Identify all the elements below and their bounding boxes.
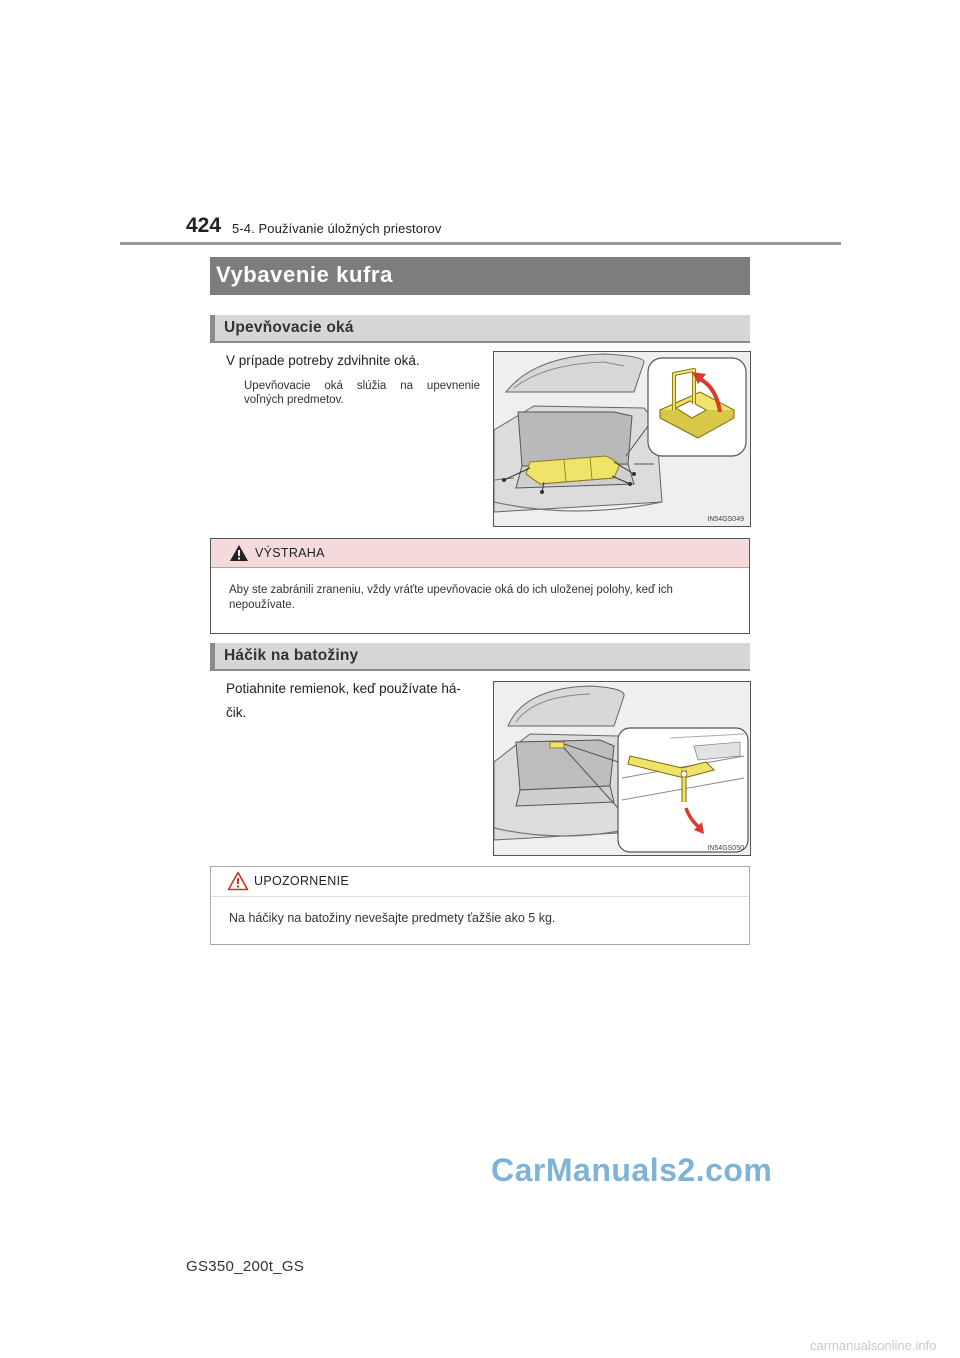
notice-header bbox=[211, 867, 749, 897]
hook-instruction-line-1: Potiahnite remienok, keď používate há- bbox=[226, 681, 461, 696]
notice-triangle-icon bbox=[227, 871, 249, 891]
notice-label: UPOZORNENIE bbox=[254, 874, 349, 888]
hook-instruction bbox=[226, 677, 484, 725]
subheading-stripe bbox=[210, 643, 215, 671]
warning-header bbox=[211, 539, 749, 568]
warning-text: Aby ste zabránili zraneniu, vždy vráťte upevňovacie oká do ich uloženej polohy, keď ich nepoužívate. bbox=[229, 584, 673, 611]
subheading-hook-label: Háčik na batožiny bbox=[224, 647, 359, 664]
figure-code-2: IN54GS050 bbox=[707, 845, 744, 852]
tie-down-figure bbox=[493, 351, 751, 527]
watermark-logo: CarManuals2.com bbox=[491, 1152, 773, 1188]
tie-down-instruction: V prípade potreby zdvihnite oká. bbox=[226, 353, 420, 368]
page-title: Vybavenie kufra bbox=[216, 262, 393, 287]
warning-triangle-icon bbox=[229, 544, 249, 562]
warning-label: VÝSTRAHA bbox=[255, 546, 325, 560]
section-title: 5-4. Používanie úložných priestorov bbox=[232, 221, 442, 236]
page-number: 424 bbox=[186, 214, 222, 237]
figure-code-1: IN54GS049 bbox=[707, 516, 744, 523]
footer-model-code: GS350_200t_GS bbox=[186, 1258, 305, 1275]
hook-illustration bbox=[494, 682, 750, 855]
subheading-tie-down bbox=[210, 315, 750, 343]
page-title-bar bbox=[210, 257, 750, 295]
notice-box bbox=[210, 866, 750, 945]
trunk-illustration bbox=[494, 352, 750, 526]
hook-instruction-line-2: čik. bbox=[226, 705, 247, 720]
subheading-hook bbox=[210, 643, 750, 671]
subheading-tie-down-label: Upevňovacie oká bbox=[224, 319, 354, 336]
header-divider bbox=[120, 242, 841, 245]
subheading-stripe bbox=[210, 315, 215, 343]
tie-down-note: Upevňovacie oká slúžia na upevnenie voľných predmetov. bbox=[244, 380, 480, 406]
notice-text: Na háčiky na batožiny nevešajte predmety ťažšie ako 5 kg. bbox=[229, 911, 556, 925]
warning-box bbox=[210, 538, 750, 634]
hook-figure bbox=[493, 681, 751, 856]
watermark-url: carmanualsonline.info bbox=[810, 1338, 937, 1353]
